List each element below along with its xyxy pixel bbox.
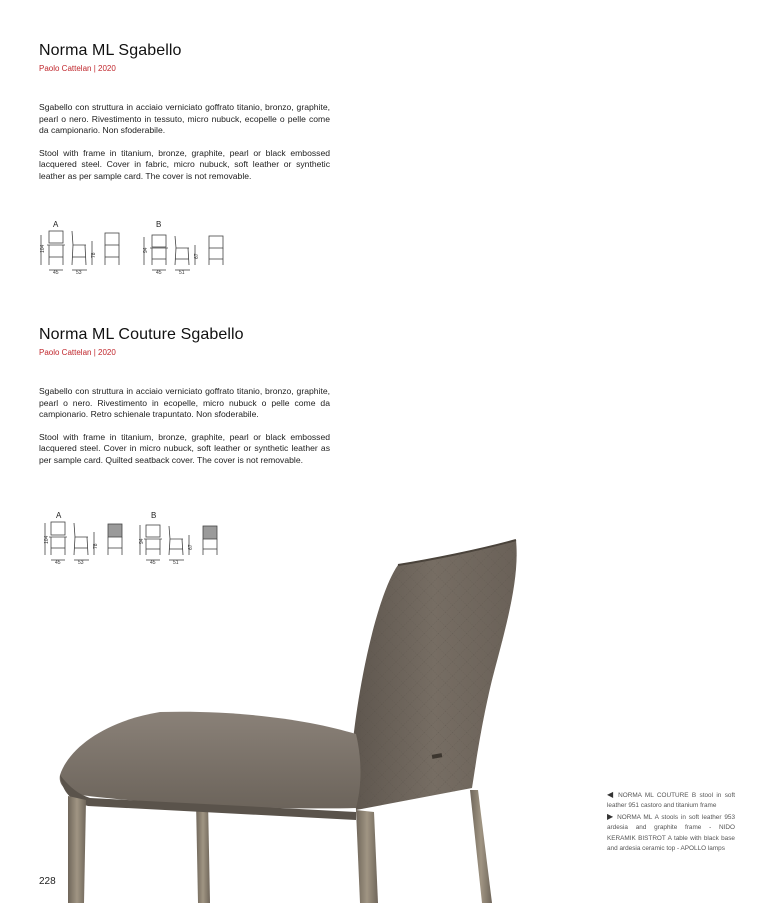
designer-year: 2020	[98, 64, 116, 73]
variant-a-depth: 53	[76, 270, 82, 276]
variant-b-height: 94	[139, 538, 145, 544]
caption-line-1: NORMA ML COUTURE B stool in soft leather 951 castoro and titanium frame	[607, 792, 736, 810]
dimension-diagram-norma-ml	[36, 217, 236, 279]
left-arrow-icon: ◀	[607, 790, 615, 799]
variant-b-label: B	[156, 220, 162, 229]
variant-b-depth: 51	[179, 270, 185, 276]
stool-photo-svg	[0, 520, 560, 903]
product-section-norma-ml	[39, 42, 330, 182]
variant-a-depth: 53	[78, 560, 84, 566]
designer-separator: |	[93, 64, 96, 73]
designer-name: Paolo Cattelan	[39, 348, 92, 357]
stool-b-back-view	[209, 236, 223, 265]
description-english: Stool with frame in titanium, bronze, graphite, pearl or black embossed lacquered steel. Cover in fabric, micro nubuck, soft leather or synthetic leather as per sample card. The cover is not removable.	[39, 147, 330, 181]
variant-b-depth: 51	[173, 560, 179, 566]
variant-b-label: B	[151, 511, 157, 520]
caption-line-2: NORMA ML A stools in soft leather 953 ardesia and graphite frame - NIDO KERAMIK BISTROT A table with black base and ardesia ceramic top - APOLLO lamps	[607, 813, 735, 853]
dimension-diagram-svg	[36, 217, 236, 279]
variant-a-height: 104	[44, 535, 50, 544]
stool-backrest	[352, 540, 517, 810]
photo-caption	[607, 790, 735, 854]
variant-a-label: A	[53, 220, 59, 229]
variant-a-width: 45	[53, 270, 59, 276]
variant-b-seat-height: 67	[188, 544, 194, 550]
description-english: Stool with frame in titanium, bronze, graphite, pearl or black embossed lacquered steel. Cover in micro nubuck, soft leather or synthetic leather as per sample card. Quilted seatback cover. The cover is not removable.	[39, 431, 330, 465]
product-title: Norma ML Couture Sgabello	[39, 326, 244, 343]
product-title: Norma ML Sgabello	[39, 42, 182, 59]
designer-line	[39, 348, 330, 357]
variant-a-seat-height: 78	[91, 252, 97, 258]
right-arrow-icon: ▶	[607, 811, 615, 821]
variant-a-height: 104	[40, 244, 46, 253]
stool-a-side-view	[72, 231, 92, 265]
stool-seat	[60, 712, 361, 820]
designer-separator: |	[93, 348, 96, 357]
designer-line	[39, 64, 330, 73]
stool-a-back-view	[105, 233, 119, 265]
description-italian: Sgabello con struttura in acciaio verniciato goffrato titanio, bronzo, graphite, pearl o nero. Rivestimento in tessuto, micro nubuck, ecopelle o pelle come da campionario. Non sfoderabile.	[39, 102, 330, 135]
variant-b-height: 94	[143, 247, 149, 253]
variant-a-label: A	[56, 511, 62, 520]
description-italian: Sgabello con struttura in acciaio verniciato goffrato titanio, bronzo, graphite, pearl o nero. Rivestimento in ecopelle, micro nubuck o pelle come da campionario. Retro schienale trapuntato. Non sfoderabile.	[39, 386, 330, 419]
variant-b-seat-height: 67	[194, 253, 200, 259]
variant-b-width: 45	[156, 270, 162, 276]
product-section-norma-ml-couture	[39, 326, 330, 466]
variant-a-width: 45	[55, 560, 61, 566]
stool-photo	[0, 520, 560, 908]
page-number: 228	[39, 876, 56, 887]
variant-b-width: 45	[150, 560, 156, 566]
designer-year: 2020	[98, 348, 116, 357]
variant-a-seat-height: 78	[93, 543, 99, 549]
stool-b-side-view	[175, 236, 195, 265]
designer-name: Paolo Cattelan	[39, 64, 92, 73]
